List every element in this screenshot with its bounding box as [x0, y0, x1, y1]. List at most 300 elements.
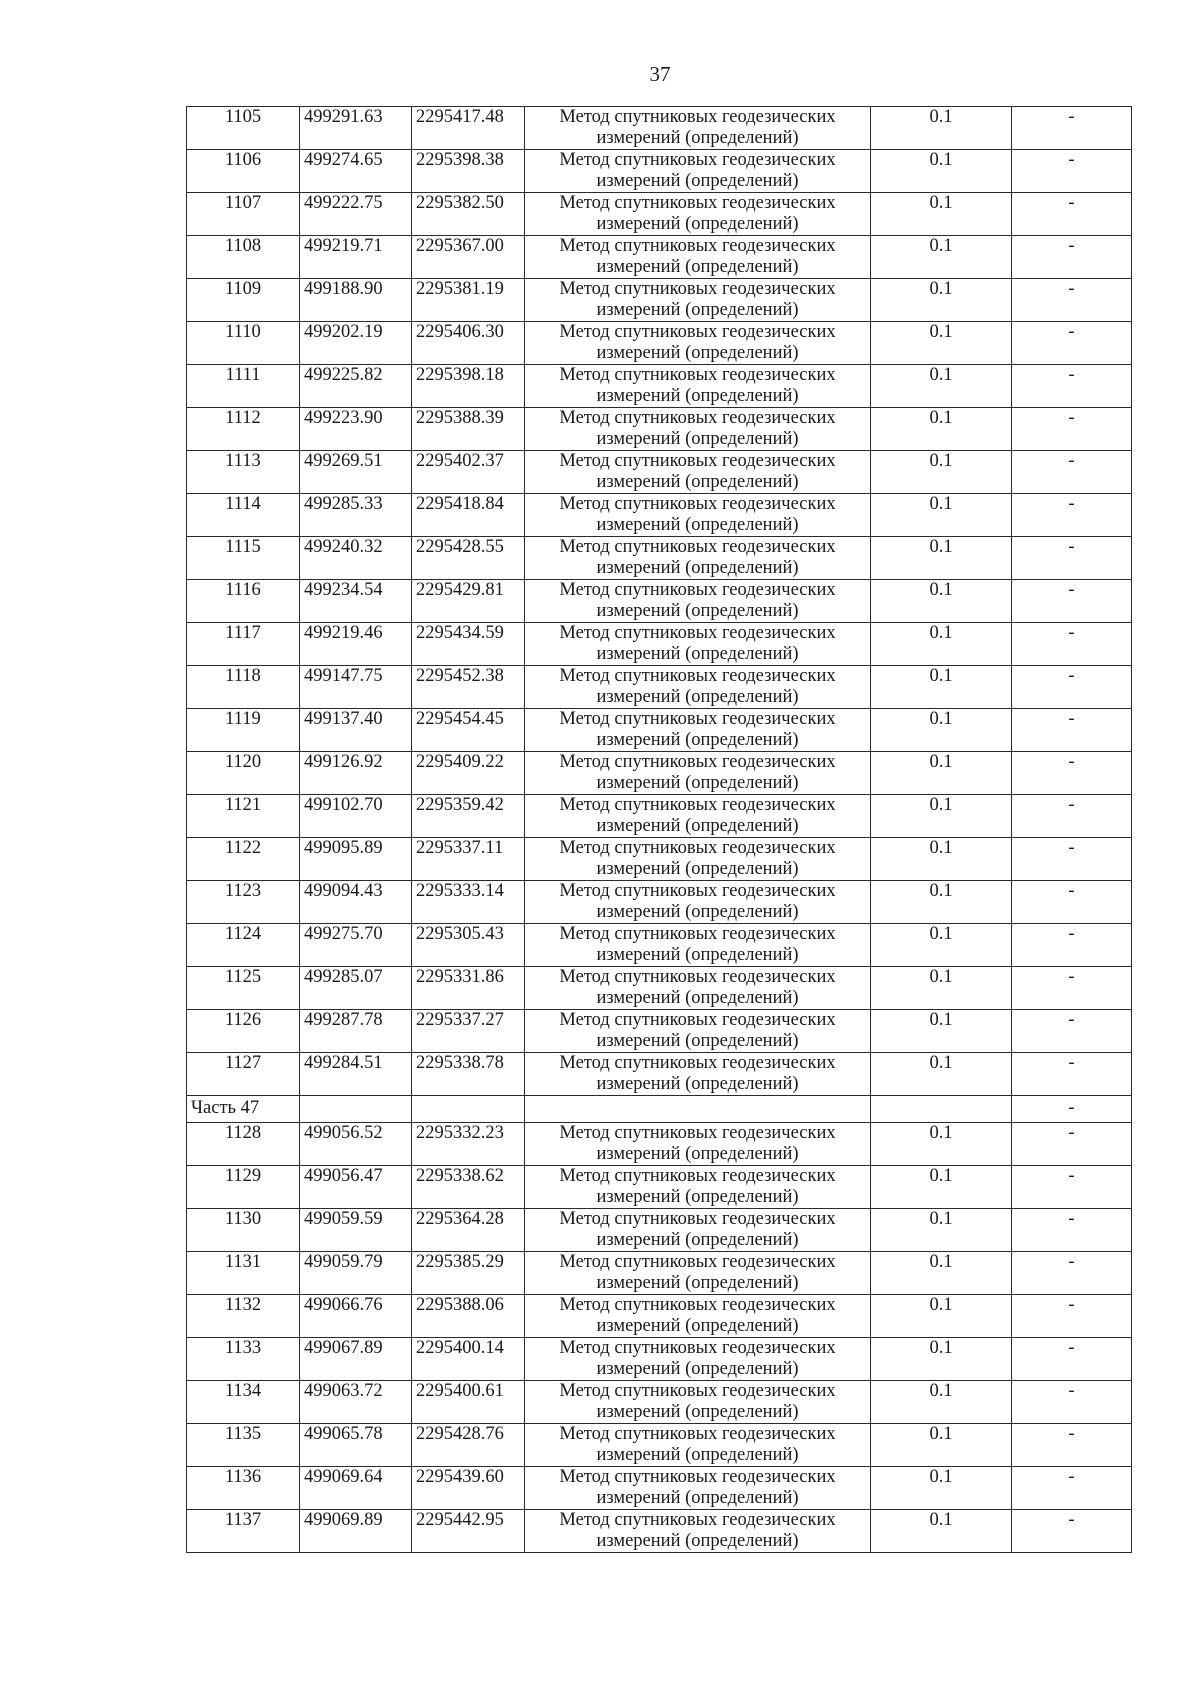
- accuracy-cell: 0.1: [871, 709, 1012, 752]
- y-coordinate-cell: 2295429.81: [412, 580, 525, 623]
- method-cell: [525, 1123, 871, 1166]
- method-line: измерений (определений): [596, 1445, 799, 1465]
- point-number-cell: 1130: [187, 1209, 300, 1252]
- extra-cell: -: [1012, 1096, 1132, 1123]
- point-number-cell: 1117: [187, 623, 300, 666]
- table-row: [187, 1209, 1132, 1252]
- y-coordinate-cell: 2295338.62: [412, 1166, 525, 1209]
- method-line: Метод спутниковых геодезических: [559, 1338, 836, 1358]
- accuracy-cell: 0.1: [871, 1338, 1012, 1381]
- point-number-cell: 1125: [187, 967, 300, 1010]
- accuracy-cell: 0.1: [871, 150, 1012, 193]
- method-line: измерений (определений): [596, 1316, 799, 1336]
- accuracy-cell: 0.1: [871, 924, 1012, 967]
- method-line: измерений (определений): [596, 472, 799, 492]
- method-line: Метод спутниковых геодезических: [559, 1209, 836, 1229]
- method-line: Метод спутниковых геодезических: [559, 1295, 836, 1315]
- point-number-cell: 1131: [187, 1252, 300, 1295]
- table-row: [187, 107, 1132, 150]
- extra-cell: -: [1012, 1467, 1132, 1510]
- extra-cell: -: [1012, 322, 1132, 365]
- y-coordinate-cell: 2295385.29: [412, 1252, 525, 1295]
- method-line: Метод спутниковых геодезических: [559, 365, 836, 385]
- method-line: измерений (определений): [596, 1144, 799, 1164]
- method-cell: [525, 623, 871, 666]
- method-line: измерений (определений): [596, 1074, 799, 1094]
- method-line: Метод спутниковых геодезических: [559, 623, 836, 643]
- table-row: [187, 924, 1132, 967]
- point-number-cell: 1118: [187, 666, 300, 709]
- method-line: Метод спутниковых геодезических: [559, 924, 836, 944]
- method-cell: [525, 537, 871, 580]
- table-row: [187, 365, 1132, 408]
- x-coordinate-cell: 499094.43: [300, 881, 412, 924]
- method-line: измерений (определений): [596, 1531, 799, 1551]
- section-empty-cell: [412, 1096, 525, 1123]
- coordinates-table-body: [187, 107, 1132, 1553]
- accuracy-cell: 0.1: [871, 1053, 1012, 1096]
- method-line: Метод спутниковых геодезических: [559, 236, 836, 256]
- section-row: [187, 1096, 1132, 1123]
- table-row: [187, 580, 1132, 623]
- table-row: [187, 1166, 1132, 1209]
- method-line: Метод спутниковых геодезических: [559, 451, 836, 471]
- accuracy-cell: 0.1: [871, 666, 1012, 709]
- x-coordinate-cell: 499274.65: [300, 150, 412, 193]
- method-cell: [525, 1053, 871, 1096]
- point-number-cell: 1108: [187, 236, 300, 279]
- x-coordinate-cell: 499147.75: [300, 666, 412, 709]
- point-number-cell: 1133: [187, 1338, 300, 1381]
- accuracy-cell: 0.1: [871, 1010, 1012, 1053]
- accuracy-cell: 0.1: [871, 881, 1012, 924]
- x-coordinate-cell: 499102.70: [300, 795, 412, 838]
- method-line: Метод спутниковых геодезических: [559, 494, 836, 514]
- extra-cell: -: [1012, 1010, 1132, 1053]
- method-cell: [525, 1510, 871, 1553]
- extra-cell: -: [1012, 752, 1132, 795]
- accuracy-cell: 0.1: [871, 1123, 1012, 1166]
- method-cell: [525, 1295, 871, 1338]
- x-coordinate-cell: 499287.78: [300, 1010, 412, 1053]
- x-coordinate-cell: 499137.40: [300, 709, 412, 752]
- x-coordinate-cell: 499223.90: [300, 408, 412, 451]
- section-empty-cell: [871, 1096, 1012, 1123]
- method-line: измерений (определений): [596, 386, 799, 406]
- table-row: [187, 322, 1132, 365]
- method-cell: [525, 709, 871, 752]
- extra-cell: -: [1012, 1295, 1132, 1338]
- method-line: Метод спутниковых геодезических: [559, 666, 836, 686]
- accuracy-cell: 0.1: [871, 1424, 1012, 1467]
- method-cell: [525, 1252, 871, 1295]
- section-empty-cell: [525, 1096, 871, 1123]
- extra-cell: -: [1012, 1252, 1132, 1295]
- page-number: 37: [649, 62, 671, 86]
- point-number-cell: 1127: [187, 1053, 300, 1096]
- accuracy-cell: 0.1: [871, 279, 1012, 322]
- point-number-cell: 1120: [187, 752, 300, 795]
- extra-cell: -: [1012, 1166, 1132, 1209]
- y-coordinate-cell: 2295434.59: [412, 623, 525, 666]
- table-row: [187, 752, 1132, 795]
- extra-cell: -: [1012, 279, 1132, 322]
- method-cell: [525, 365, 871, 408]
- extra-cell: -: [1012, 666, 1132, 709]
- table-row: [187, 1338, 1132, 1381]
- accuracy-cell: 0.1: [871, 1252, 1012, 1295]
- point-number-cell: 1107: [187, 193, 300, 236]
- x-coordinate-cell: 499063.72: [300, 1381, 412, 1424]
- y-coordinate-cell: 2295332.23: [412, 1123, 525, 1166]
- x-coordinate-cell: 499126.92: [300, 752, 412, 795]
- method-line: измерений (определений): [596, 1230, 799, 1250]
- point-number-cell: 1134: [187, 1381, 300, 1424]
- point-number-cell: 1122: [187, 838, 300, 881]
- method-cell: [525, 924, 871, 967]
- method-line: Метод спутниковых геодезических: [559, 1053, 836, 1073]
- table-row: [187, 623, 1132, 666]
- extra-cell: -: [1012, 1053, 1132, 1096]
- section-label: Часть 47: [187, 1096, 300, 1123]
- accuracy-cell: 0.1: [871, 107, 1012, 150]
- method-line: Метод спутниковых геодезических: [559, 1123, 836, 1143]
- extra-cell: -: [1012, 1510, 1132, 1553]
- y-coordinate-cell: 2295417.48: [412, 107, 525, 150]
- point-number-cell: 1116: [187, 580, 300, 623]
- x-coordinate-cell: 499069.89: [300, 1510, 412, 1553]
- extra-cell: -: [1012, 150, 1132, 193]
- accuracy-cell: 0.1: [871, 967, 1012, 1010]
- method-cell: [525, 666, 871, 709]
- y-coordinate-cell: 2295402.37: [412, 451, 525, 494]
- method-line: измерений (определений): [596, 128, 799, 148]
- extra-cell: -: [1012, 967, 1132, 1010]
- point-number-cell: 1112: [187, 408, 300, 451]
- y-coordinate-cell: 2295367.00: [412, 236, 525, 279]
- accuracy-cell: 0.1: [871, 365, 1012, 408]
- x-coordinate-cell: 499066.76: [300, 1295, 412, 1338]
- y-coordinate-cell: 2295388.39: [412, 408, 525, 451]
- y-coordinate-cell: 2295428.55: [412, 537, 525, 580]
- table-row: [187, 666, 1132, 709]
- x-coordinate-cell: 499219.71: [300, 236, 412, 279]
- x-coordinate-cell: 499222.75: [300, 193, 412, 236]
- method-line: Метод спутниковых геодезических: [559, 967, 836, 987]
- y-coordinate-cell: 2295418.84: [412, 494, 525, 537]
- method-cell: [525, 150, 871, 193]
- table-row: [187, 709, 1132, 752]
- method-line: измерений (определений): [596, 601, 799, 621]
- accuracy-cell: 0.1: [871, 408, 1012, 451]
- point-number-cell: 1128: [187, 1123, 300, 1166]
- method-line: Метод спутниковых геодезических: [559, 795, 836, 815]
- method-line: измерений (определений): [596, 558, 799, 578]
- method-line: измерений (определений): [596, 644, 799, 664]
- point-number-cell: 1105: [187, 107, 300, 150]
- extra-cell: -: [1012, 494, 1132, 537]
- extra-cell: -: [1012, 365, 1132, 408]
- point-number-cell: 1123: [187, 881, 300, 924]
- x-coordinate-cell: 499069.64: [300, 1467, 412, 1510]
- method-cell: [525, 838, 871, 881]
- method-cell: [525, 1381, 871, 1424]
- method-cell: [525, 322, 871, 365]
- method-line: Метод спутниковых геодезических: [559, 709, 836, 729]
- method-cell: [525, 193, 871, 236]
- extra-cell: -: [1012, 1123, 1132, 1166]
- y-coordinate-cell: 2295359.42: [412, 795, 525, 838]
- accuracy-cell: 0.1: [871, 451, 1012, 494]
- method-cell: [525, 795, 871, 838]
- method-line: Метод спутниковых геодезических: [559, 580, 836, 600]
- y-coordinate-cell: 2295400.61: [412, 1381, 525, 1424]
- method-line: Метод спутниковых геодезических: [559, 1252, 836, 1272]
- x-coordinate-cell: 499056.47: [300, 1166, 412, 1209]
- point-number-cell: 1124: [187, 924, 300, 967]
- method-cell: [525, 580, 871, 623]
- method-line: измерений (определений): [596, 1402, 799, 1422]
- method-line: измерений (определений): [596, 1031, 799, 1051]
- x-coordinate-cell: 499284.51: [300, 1053, 412, 1096]
- x-coordinate-cell: 499202.19: [300, 322, 412, 365]
- method-line: Метод спутниковых геодезических: [559, 881, 836, 901]
- method-cell: [525, 881, 871, 924]
- x-coordinate-cell: 499275.70: [300, 924, 412, 967]
- method-line: измерений (определений): [596, 343, 799, 363]
- method-line: Метод спутниковых геодезических: [559, 1381, 836, 1401]
- point-number-cell: 1135: [187, 1424, 300, 1467]
- extra-cell: -: [1012, 1209, 1132, 1252]
- x-coordinate-cell: 499067.89: [300, 1338, 412, 1381]
- accuracy-cell: 0.1: [871, 752, 1012, 795]
- extra-cell: -: [1012, 795, 1132, 838]
- extra-cell: -: [1012, 107, 1132, 150]
- y-coordinate-cell: 2295337.11: [412, 838, 525, 881]
- x-coordinate-cell: 499285.33: [300, 494, 412, 537]
- y-coordinate-cell: 2295454.45: [412, 709, 525, 752]
- accuracy-cell: 0.1: [871, 322, 1012, 365]
- method-cell: [525, 1209, 871, 1252]
- y-coordinate-cell: 2295381.19: [412, 279, 525, 322]
- method-cell: [525, 451, 871, 494]
- y-coordinate-cell: 2295428.76: [412, 1424, 525, 1467]
- table-row: [187, 1123, 1132, 1166]
- accuracy-cell: 0.1: [871, 1381, 1012, 1424]
- accuracy-cell: 0.1: [871, 838, 1012, 881]
- extra-cell: -: [1012, 1338, 1132, 1381]
- table-row: [187, 279, 1132, 322]
- x-coordinate-cell: 499240.32: [300, 537, 412, 580]
- table-row: [187, 236, 1132, 279]
- method-cell: [525, 1166, 871, 1209]
- point-number-cell: 1121: [187, 795, 300, 838]
- table-row: [187, 838, 1132, 881]
- extra-cell: -: [1012, 408, 1132, 451]
- y-coordinate-cell: 2295382.50: [412, 193, 525, 236]
- table-row: [187, 1053, 1132, 1096]
- method-line: измерений (определений): [596, 429, 799, 449]
- point-number-cell: 1110: [187, 322, 300, 365]
- accuracy-cell: 0.1: [871, 580, 1012, 623]
- method-line: измерений (определений): [596, 859, 799, 879]
- point-number-cell: 1113: [187, 451, 300, 494]
- method-cell: [525, 967, 871, 1010]
- point-number-cell: 1109: [187, 279, 300, 322]
- method-cell: [525, 1424, 871, 1467]
- table-row: [187, 408, 1132, 451]
- method-line: Метод спутниковых геодезических: [559, 193, 836, 213]
- method-line: измерений (определений): [596, 300, 799, 320]
- method-cell: [525, 1467, 871, 1510]
- y-coordinate-cell: 2295337.27: [412, 1010, 525, 1053]
- method-line: Метод спутниковых геодезических: [559, 838, 836, 858]
- table-row: [187, 150, 1132, 193]
- method-cell: [525, 1338, 871, 1381]
- point-number-cell: 1106: [187, 150, 300, 193]
- x-coordinate-cell: 499056.52: [300, 1123, 412, 1166]
- accuracy-cell: 0.1: [871, 494, 1012, 537]
- table-row: [187, 193, 1132, 236]
- x-coordinate-cell: 499188.90: [300, 279, 412, 322]
- method-cell: [525, 408, 871, 451]
- point-number-cell: 1114: [187, 494, 300, 537]
- x-coordinate-cell: 499269.51: [300, 451, 412, 494]
- x-coordinate-cell: 499285.07: [300, 967, 412, 1010]
- method-line: измерений (определений): [596, 945, 799, 965]
- method-line: измерений (определений): [596, 1488, 799, 1508]
- accuracy-cell: 0.1: [871, 1295, 1012, 1338]
- accuracy-cell: 0.1: [871, 537, 1012, 580]
- point-number-cell: 1111: [187, 365, 300, 408]
- method-cell: [525, 236, 871, 279]
- table-row: [187, 795, 1132, 838]
- y-coordinate-cell: 2295398.38: [412, 150, 525, 193]
- method-line: измерений (определений): [596, 773, 799, 793]
- extra-cell: -: [1012, 623, 1132, 666]
- method-cell: [525, 752, 871, 795]
- method-line: Метод спутниковых геодезических: [559, 279, 836, 299]
- accuracy-cell: 0.1: [871, 1467, 1012, 1510]
- extra-cell: -: [1012, 924, 1132, 967]
- method-line: измерений (определений): [596, 1359, 799, 1379]
- extra-cell: -: [1012, 838, 1132, 881]
- point-number-cell: 1126: [187, 1010, 300, 1053]
- x-coordinate-cell: 499065.78: [300, 1424, 412, 1467]
- method-line: измерений (определений): [596, 687, 799, 707]
- table-row: [187, 1295, 1132, 1338]
- method-line: Метод спутниковых геодезических: [559, 752, 836, 772]
- y-coordinate-cell: 2295333.14: [412, 881, 525, 924]
- table-row: [187, 537, 1132, 580]
- method-line: Метод спутниковых геодезических: [559, 1166, 836, 1186]
- method-line: измерений (определений): [596, 257, 799, 277]
- x-coordinate-cell: 499059.79: [300, 1252, 412, 1295]
- y-coordinate-cell: 2295305.43: [412, 924, 525, 967]
- method-line: измерений (определений): [596, 214, 799, 234]
- point-number-cell: 1115: [187, 537, 300, 580]
- y-coordinate-cell: 2295400.14: [412, 1338, 525, 1381]
- accuracy-cell: 0.1: [871, 193, 1012, 236]
- extra-cell: -: [1012, 881, 1132, 924]
- point-number-cell: 1136: [187, 1467, 300, 1510]
- x-coordinate-cell: 499059.59: [300, 1209, 412, 1252]
- x-coordinate-cell: 499219.46: [300, 623, 412, 666]
- section-empty-cell: [300, 1096, 412, 1123]
- x-coordinate-cell: 499291.63: [300, 107, 412, 150]
- extra-cell: -: [1012, 709, 1132, 752]
- extra-cell: -: [1012, 236, 1132, 279]
- y-coordinate-cell: 2295406.30: [412, 322, 525, 365]
- x-coordinate-cell: 499234.54: [300, 580, 412, 623]
- method-line: Метод спутниковых геодезических: [559, 322, 836, 342]
- method-line: измерений (определений): [596, 902, 799, 922]
- extra-cell: -: [1012, 1381, 1132, 1424]
- x-coordinate-cell: 499225.82: [300, 365, 412, 408]
- table-row: [187, 494, 1132, 537]
- method-line: Метод спутниковых геодезических: [559, 107, 836, 127]
- table-row: [187, 1467, 1132, 1510]
- method-line: измерений (определений): [596, 730, 799, 750]
- table-row: [187, 881, 1132, 924]
- x-coordinate-cell: 499095.89: [300, 838, 412, 881]
- y-coordinate-cell: 2295409.22: [412, 752, 525, 795]
- method-line: измерений (определений): [596, 816, 799, 836]
- method-line: Метод спутниковых геодезических: [559, 1010, 836, 1030]
- table-row: [187, 1010, 1132, 1053]
- extra-cell: -: [1012, 193, 1132, 236]
- method-line: Метод спутниковых геодезических: [559, 150, 836, 170]
- method-cell: [525, 494, 871, 537]
- extra-cell: -: [1012, 451, 1132, 494]
- y-coordinate-cell: 2295338.78: [412, 1053, 525, 1096]
- point-number-cell: 1132: [187, 1295, 300, 1338]
- method-line: Метод спутниковых геодезических: [559, 537, 836, 557]
- accuracy-cell: 0.1: [871, 1166, 1012, 1209]
- extra-cell: -: [1012, 1424, 1132, 1467]
- method-line: Метод спутниковых геодезических: [559, 1467, 836, 1487]
- y-coordinate-cell: 2295388.06: [412, 1295, 525, 1338]
- accuracy-cell: 0.1: [871, 1209, 1012, 1252]
- point-number-cell: 1137: [187, 1510, 300, 1553]
- y-coordinate-cell: 2295398.18: [412, 365, 525, 408]
- y-coordinate-cell: 2295364.28: [412, 1209, 525, 1252]
- table-row: [187, 1252, 1132, 1295]
- method-line: Метод спутниковых геодезических: [559, 1510, 836, 1530]
- table-row: [187, 967, 1132, 1010]
- method-cell: [525, 1010, 871, 1053]
- table-row: [187, 451, 1132, 494]
- table-row: [187, 1510, 1132, 1553]
- extra-cell: -: [1012, 580, 1132, 623]
- method-line: измерений (определений): [596, 1187, 799, 1207]
- coordinates-table: [186, 106, 1132, 1553]
- point-number-cell: 1129: [187, 1166, 300, 1209]
- method-line: Метод спутниковых геодезических: [559, 408, 836, 428]
- y-coordinate-cell: 2295331.86: [412, 967, 525, 1010]
- table-row: [187, 1424, 1132, 1467]
- y-coordinate-cell: 2295442.95: [412, 1510, 525, 1553]
- y-coordinate-cell: 2295452.38: [412, 666, 525, 709]
- accuracy-cell: 0.1: [871, 795, 1012, 838]
- method-line: Метод спутниковых геодезических: [559, 1424, 836, 1444]
- point-number-cell: 1119: [187, 709, 300, 752]
- table-row: [187, 1381, 1132, 1424]
- method-line: измерений (определений): [596, 1273, 799, 1293]
- method-line: измерений (определений): [596, 171, 799, 191]
- method-line: измерений (определений): [596, 988, 799, 1008]
- accuracy-cell: 0.1: [871, 623, 1012, 666]
